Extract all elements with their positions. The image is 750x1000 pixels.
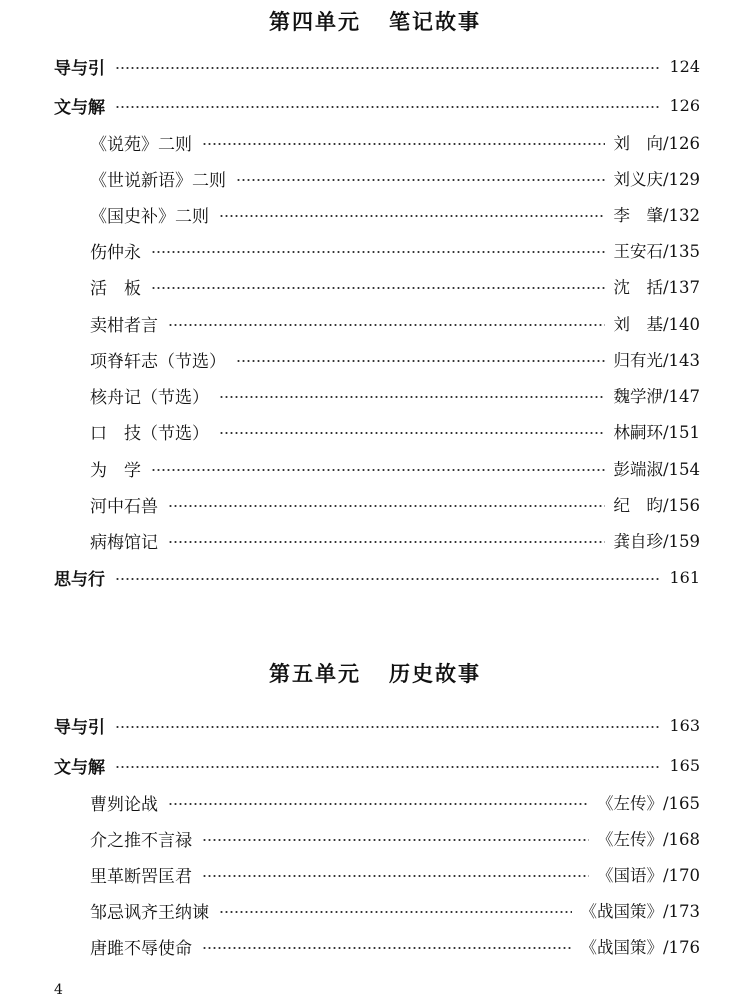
toc-entry[interactable] bbox=[90, 199, 700, 229]
toc-entry[interactable] bbox=[54, 51, 700, 81]
leader-dots bbox=[115, 67, 661, 69]
toc-entry[interactable] bbox=[54, 750, 700, 780]
toc-entry[interactable] bbox=[90, 823, 700, 853]
unit-4-subtitle: 笔记故事 bbox=[389, 10, 481, 34]
toc-entry-page: 126 bbox=[669, 95, 700, 115]
toc-entry-label: 曹刿论战 bbox=[90, 794, 158, 815]
toc-entry-author-page: 李 肇/132 bbox=[613, 206, 700, 225]
toc-entry-label: 伤仲永 bbox=[90, 242, 141, 263]
leader-dots bbox=[219, 396, 605, 398]
toc-entry-label: 活 板 bbox=[90, 278, 141, 299]
toc-entry[interactable] bbox=[90, 453, 700, 483]
toc-entry-author-page: 刘 基/140 bbox=[613, 315, 700, 334]
toc-entry-label: 核舟记（节选） bbox=[90, 387, 209, 408]
toc-entry[interactable] bbox=[90, 380, 700, 410]
toc-entry-author-page: 林嗣环/151 bbox=[613, 423, 700, 442]
leader-dots bbox=[219, 911, 572, 913]
leader-dots bbox=[219, 432, 605, 434]
unit-5-subtitle: 历史故事 bbox=[389, 662, 481, 686]
leader-dots bbox=[168, 803, 589, 805]
toc-entry[interactable] bbox=[90, 308, 700, 338]
toc-entry-author-page: 龚自珍/159 bbox=[613, 532, 700, 551]
toc-entry-author-page: 纪 昀/156 bbox=[613, 496, 700, 515]
toc-entry-author-page: 刘 向/126 bbox=[613, 134, 700, 153]
toc-entry-page: 161 bbox=[669, 567, 700, 587]
toc-entry-source-page: 《战国策》/173 bbox=[580, 902, 700, 921]
toc-entry-label: 邹忌讽齐王纳谏 bbox=[90, 902, 209, 923]
leader-dots bbox=[151, 287, 605, 289]
toc-entry[interactable] bbox=[90, 127, 700, 157]
toc-entry-page: 124 bbox=[669, 56, 700, 76]
toc-entry-label: 文与解 bbox=[54, 757, 105, 778]
toc-entry-page: 163 bbox=[669, 715, 700, 735]
toc-entry[interactable] bbox=[90, 859, 700, 889]
toc-entry-label: 《说苑》二则 bbox=[90, 134, 192, 155]
toc-entry[interactable] bbox=[90, 235, 700, 265]
toc-entry-author-page: 魏学洢/147 bbox=[613, 387, 700, 406]
toc-entry-label: 项脊轩志（节选） bbox=[90, 351, 226, 372]
leader-dots bbox=[202, 947, 572, 949]
toc-entry-label: 河中石兽 bbox=[90, 496, 158, 517]
toc-entry[interactable] bbox=[54, 90, 700, 120]
toc-entry-author-page: 彭端淑/154 bbox=[613, 460, 700, 479]
toc-entry[interactable] bbox=[54, 562, 700, 592]
toc-entry[interactable] bbox=[90, 525, 700, 555]
toc-entry[interactable] bbox=[90, 163, 700, 193]
toc-entry-author-page: 刘义庆/129 bbox=[613, 170, 700, 189]
toc-entry-label: 口 技（节选） bbox=[90, 423, 209, 444]
toc-entry-label: 文与解 bbox=[54, 97, 105, 118]
leader-dots bbox=[202, 143, 605, 145]
toc-entry-label: 导与引 bbox=[54, 717, 105, 738]
toc-entry[interactable] bbox=[90, 489, 700, 519]
page-number: 4 bbox=[54, 982, 63, 998]
leader-dots bbox=[236, 179, 605, 181]
toc-entry[interactable] bbox=[90, 931, 700, 961]
unit-4-number: 第四单元 bbox=[269, 10, 361, 34]
toc-entry-label: 里革断罟匡君 bbox=[90, 866, 192, 887]
unit-5-number: 第五单元 bbox=[269, 662, 361, 686]
leader-dots bbox=[202, 839, 589, 841]
toc-entry[interactable] bbox=[90, 895, 700, 925]
toc-entry[interactable] bbox=[90, 416, 700, 446]
leader-dots bbox=[219, 215, 605, 217]
toc-entry-page: 165 bbox=[669, 755, 700, 775]
leader-dots bbox=[151, 251, 605, 253]
toc-entry[interactable] bbox=[90, 271, 700, 301]
unit-4-title bbox=[0, 6, 750, 36]
toc-entry-label: 卖柑者言 bbox=[90, 315, 158, 336]
toc-entry[interactable] bbox=[54, 710, 700, 740]
leader-dots bbox=[168, 324, 605, 326]
leader-dots bbox=[168, 541, 605, 543]
toc-entry-label: 《世说新语》二则 bbox=[90, 170, 226, 191]
leader-dots bbox=[115, 726, 661, 728]
toc-entry-author-page: 沈 括/137 bbox=[613, 278, 700, 297]
leader-dots bbox=[202, 875, 589, 877]
leader-dots bbox=[151, 469, 605, 471]
toc-entry-label: 《国史补》二则 bbox=[90, 206, 209, 227]
toc-entry-label: 病梅馆记 bbox=[90, 532, 158, 553]
toc-entry-label: 唐雎不辱使命 bbox=[90, 938, 192, 959]
leader-dots bbox=[168, 505, 605, 507]
toc-entry-label: 为 学 bbox=[90, 460, 141, 481]
toc-entry[interactable] bbox=[90, 344, 700, 374]
leader-dots bbox=[115, 106, 661, 108]
toc-entry-source-page: 《左传》/168 bbox=[596, 830, 700, 849]
leader-dots bbox=[236, 360, 605, 362]
toc-entry-author-page: 归有光/143 bbox=[613, 351, 700, 370]
toc-entry-label: 思与行 bbox=[54, 569, 105, 590]
toc-entry-label: 导与引 bbox=[54, 58, 105, 79]
toc-entry[interactable] bbox=[90, 787, 700, 817]
toc-entry-source-page: 《战国策》/176 bbox=[580, 938, 700, 957]
toc-entry-source-page: 《国语》/170 bbox=[596, 866, 700, 885]
leader-dots bbox=[115, 766, 661, 768]
toc-entry-label: 介之推不言禄 bbox=[90, 830, 192, 851]
toc-entry-source-page: 《左传》/165 bbox=[596, 794, 700, 813]
toc-entry-author-page: 王安石/135 bbox=[613, 242, 700, 261]
leader-dots bbox=[115, 578, 661, 580]
unit-5-title bbox=[0, 658, 750, 688]
